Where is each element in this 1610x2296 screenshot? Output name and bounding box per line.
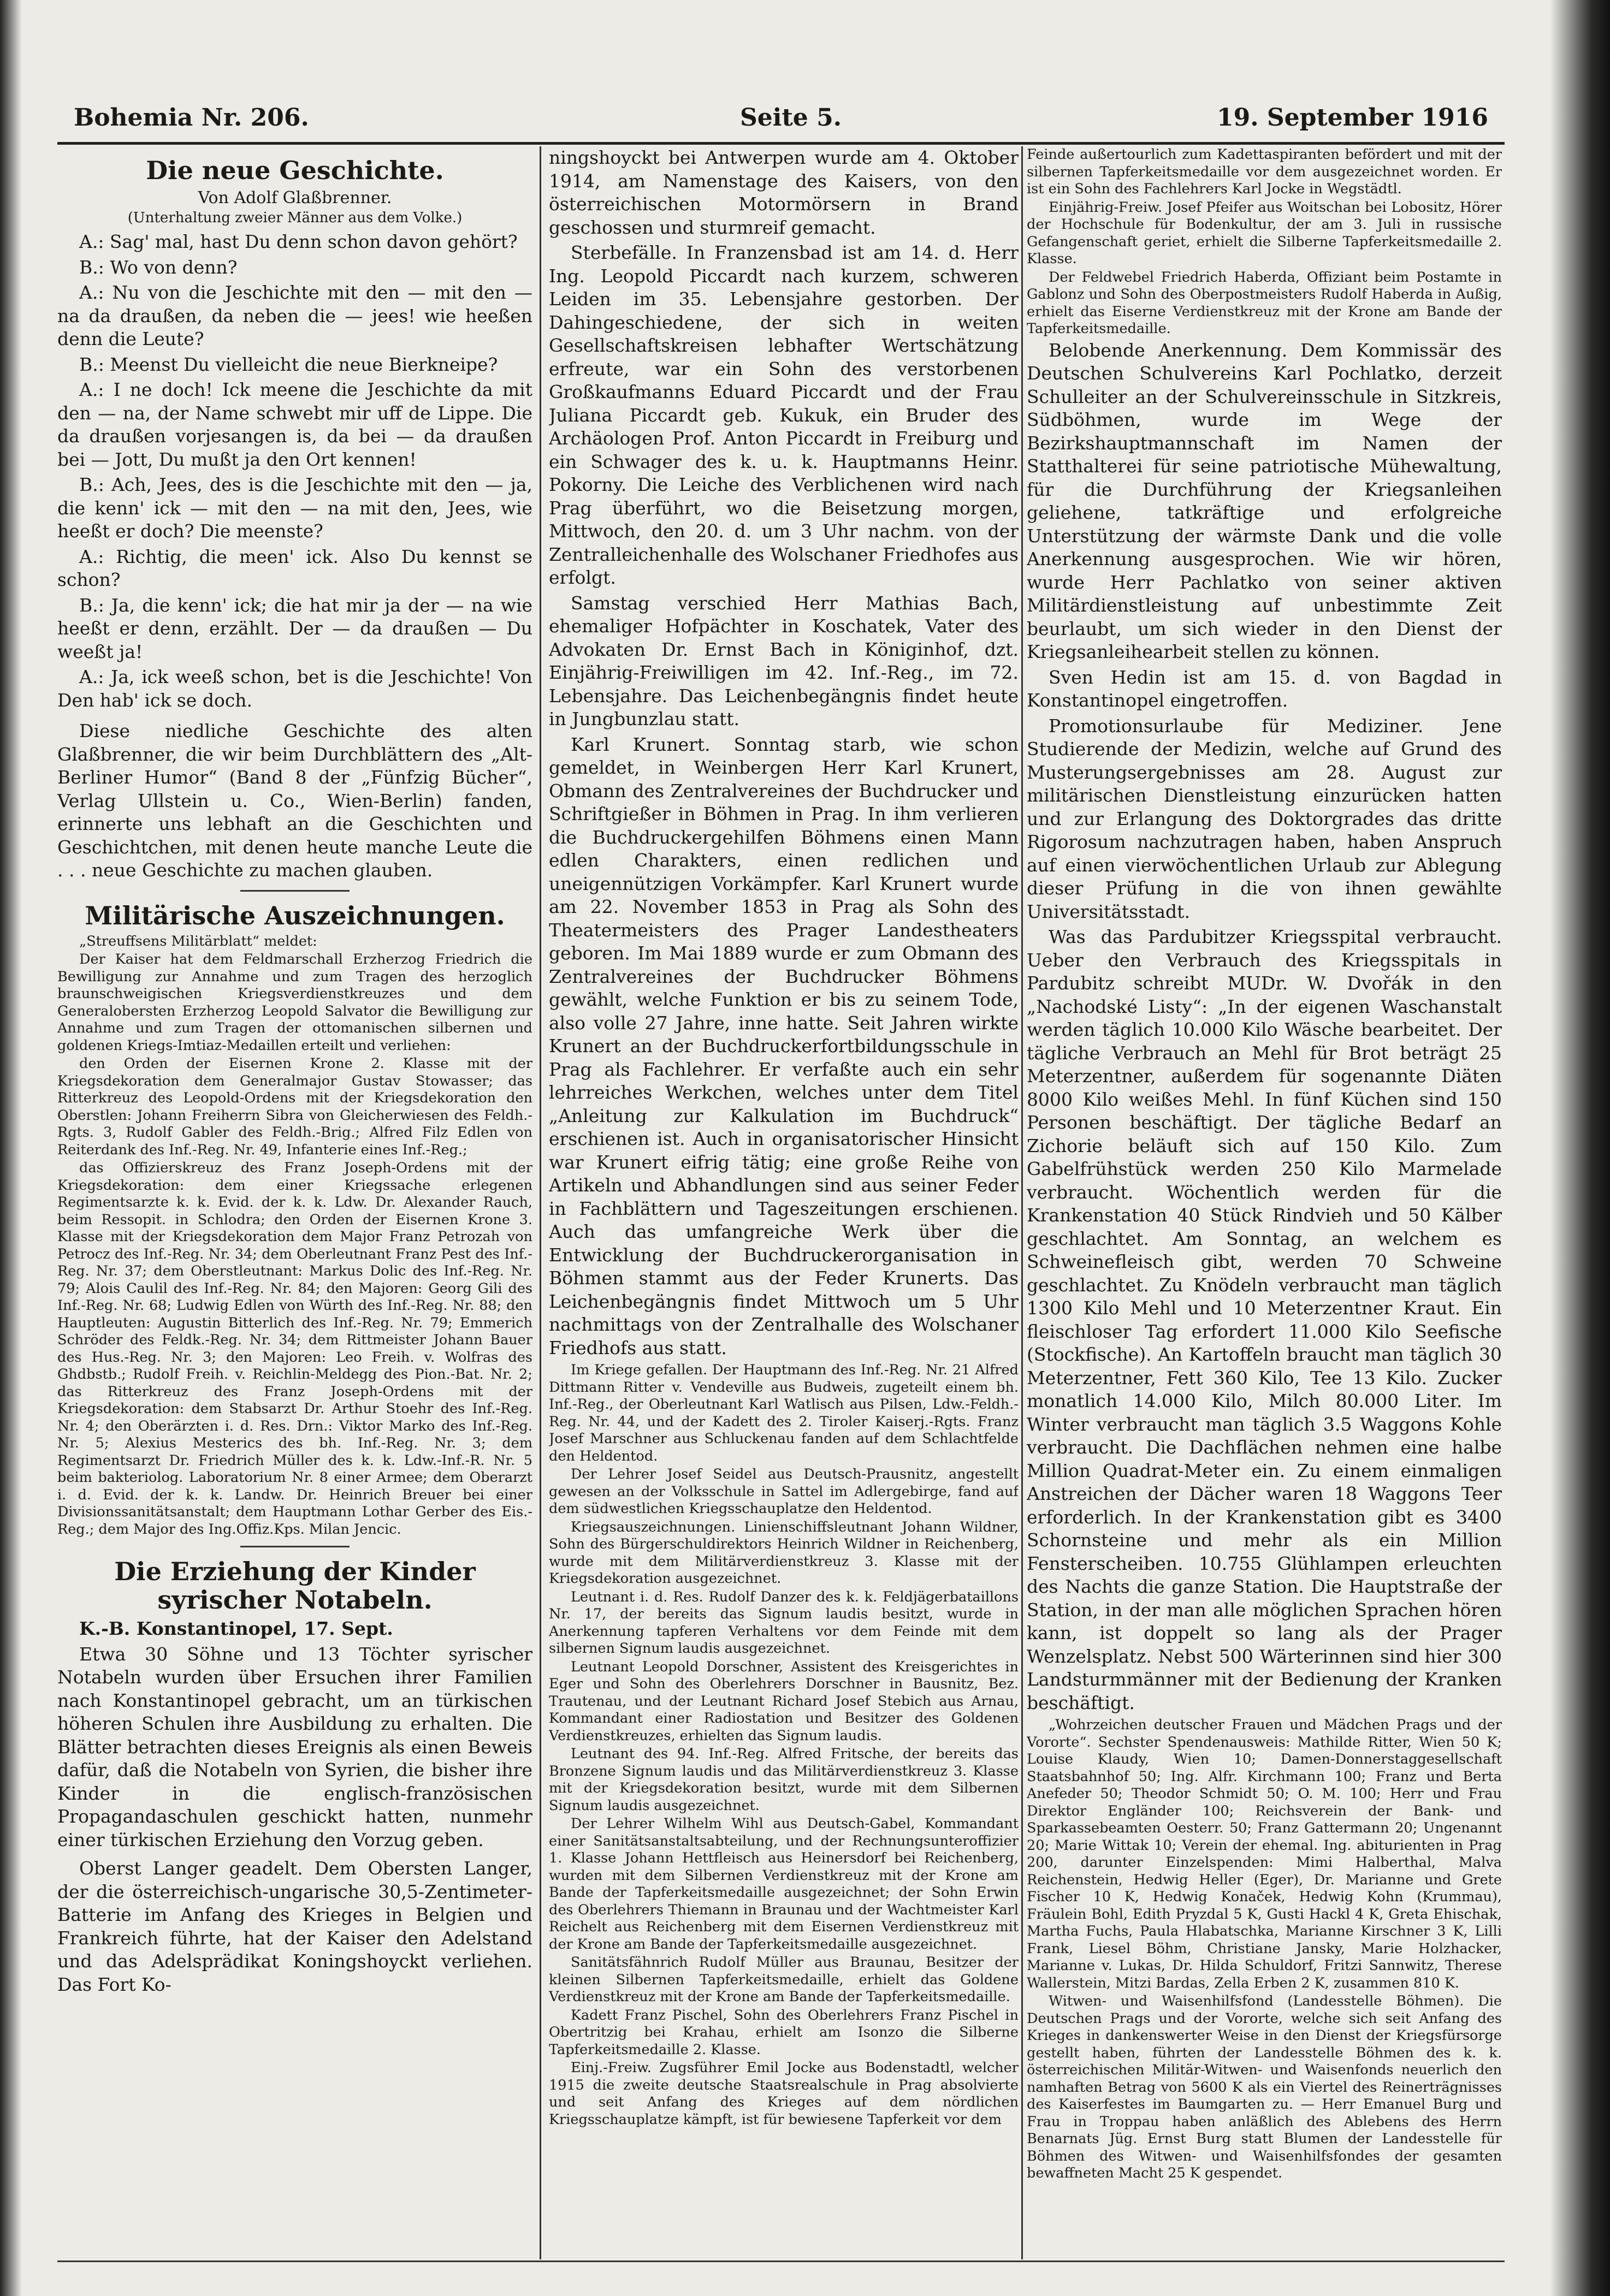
header-masthead: Bohemia Nr. 206. bbox=[74, 104, 309, 132]
paragraph: A.: Sag' mal, hast Du denn schon davon gehört? bbox=[79, 231, 518, 252]
paragraph: Der Kaiser hat dem Feldmarschall Erzherzog Friedrich die Bewilligung zur Annahme und zum Tragen des herzoglich braunschweigischen Kriegsverdienstkreuzes und dem Generalobersten Erzherzog Leopold Salvator die Bewilligung zur Annahme und zum Tragen der ottomanischen silbernen und goldenen Kriegs-Imtiaz-Medaillen erteilt und verliehen: bbox=[57, 951, 532, 1054]
paragraph: Einjährig-Freiw. Josef Pfeifer aus Woitschan bei Lobositz, Hörer der Hochschule für Bodenkultur, der am 3. Juli in russische Gefangenschaft geriet, erhielt die Silberne Tapferkeitsmedaille 2. Klasse. bbox=[1027, 199, 1502, 267]
paragraph: den Orden der Eisernen Krone 2. Klasse mit der Kriegsdekoration dem Generalmajor Gustav Stowasser; das Ritterkreuz des Leopold-Ordens mit der Kriegsdekoration den Oberstlen: Johann Freiherrn Sibra von Gleicherwiesen des Feldh.-Rgts. 3, Rudolf Gabler des Feldh.-Brig.; Alfred Filz Edlen von Reiterdank des Inf.-Reg. Nr. 49, Infanterie eines Inf.-Reg.; bbox=[57, 1055, 532, 1158]
paragraph: Sven Hedin ist am 15. d. von Bagdad in Konstantinopel eingetroffen. bbox=[1027, 666, 1502, 711]
scan-edge-right bbox=[1550, 0, 1610, 2296]
paragraph: Der Lehrer Josef Seidel aus Deutsch-Prausnitz, angestellt gewesen an der Volksschule in Sattel im Adlergebirge, fand auf dem südwestlichen Kriegsschauplatze den Heldentod. bbox=[549, 1466, 1019, 1517]
header-rule bbox=[57, 142, 1505, 145]
paragraph: „Streuffsens Militärblatt“ meldet: bbox=[79, 933, 317, 950]
paragraph: das Offizierskreuz des Franz Joseph-Ordens mit der Kriegsdekoration: dem einer Kriegssache erlegenen Regimentsarzte k. k. Evid. der k. k. Ldw. Dr. Alexander Rauch, beim Ressopit. in Schlodra; den Orden der Eisernen Krone 3. Klasse mit der Kriegsdekoration dem Major Franz Petrozah von Petrocz des Inf.-Reg. Nr. 34; dem Oberleutnant Franz Pest des Inf.-Reg. Nr. 37; dem Oberstleutnant: Markus Dolic des Inf.-Reg. Nr. 79; Alois Caulil des Inf.-Reg. Nr. 84; den Majoren: Georg Gili des Inf.-Reg. Nr. 68; Ludwig Edlen von Würth des Inf.-Reg. Nr. 88; den Hauptleuten: Augustin Bitterlich des Inf.-Reg. Nr. 79; Emmerich Schröder des Feldk.-Reg. Nr. 34; dem Rittmeister Johann Bauer des Hus.-Reg. Nr. 3; den Majoren: Leo Freih. v. Wolfras des Ghdbstb.; Rudolf Freih. v. Reichlin-Meldegg des Pion.-Bat. Nr. 2; das Ritterkreuz des Franz Joseph-Ordens mit der Kriegsdekoration: dem Stabsarzt Dr. Arthur Stoehr des Inf.-Reg. Nr. 4; den Oberärzten i. d. Res. Drn.: Viktor Marko des Inf.-Reg. Nr. 5; Alexius Mesterics des bh. Inf.-Reg. Nr. 3; dem Regimentsarzt Dr. Friedrich Müller des k. k. Ldw.-Inf.-R. Nr. 5 beim bakteriolog. Laboratorium Nr. 8 einer Armee; dem Oberarzt i. d. Evid. der k. k. Landw. Dr. Heinrich Breuer bei einer Divisionssanitätsanstalt; dem Hauptmann Lothar Gerber des Eis.-Reg.; dem Major des Ing.Offiz.Kps. Milan Jencic. bbox=[57, 1160, 532, 1538]
paragraph: Oberst Langer geadelt. Dem Obersten Langer, der die österreichisch-ungarische 30,5-Zentimeter-Batterie im Anfang des Krieges in Belgien und Frankreich führte, hat der Kaiser den Adelstand und das Adelsprädikat Koningshoyckt verliehen. Das Fort Ko- bbox=[57, 1858, 532, 1995]
paragraph: Kadett Franz Pischel, Sohn des Oberlehrers Franz Pischel in Obertritzig bei Krahau, erhielt am Isonzo die Silberne Tapferkeitsmedaille 2. Klasse. bbox=[549, 2007, 1019, 2058]
paragraph: A.: Richtig, die meen' ick. Also Du kennst se schon? bbox=[57, 545, 532, 590]
column-1 bbox=[57, 146, 532, 2259]
paragraph: A.: Nu von die Jeschichte mit den — mit den — na da draußen, da neben die — jees! wie heeßen denn die Leute? bbox=[57, 282, 532, 349]
scan-edge-left bbox=[0, 0, 22, 2296]
paragraph: Leutnant des 94. Inf.-Reg. Alfred Fritsche, der bereits das Bronzene Signum laudis und das Militärverdienstkreuz 3. Klasse mit der Kriegsdekoration besitzt, wurde mit dem Silbernen Signum laudis ausgezeichnet. bbox=[549, 1746, 1019, 1814]
column-3 bbox=[1027, 146, 1502, 2259]
paragraph: B.: Ach, Jees, des is die Jeschichte mit den — ja, die kenn' ick — mit den — na mit den, Jees, wie heeßt er doch? Die meenste? bbox=[57, 474, 532, 542]
column-rule-1 bbox=[540, 146, 541, 2259]
story-title: Die Erziehung der Kinder syrischer Notabeln. bbox=[114, 1557, 476, 1615]
footer-rule bbox=[57, 2261, 1505, 2262]
section-divider bbox=[240, 1546, 350, 1547]
paragraph: B.: Meenst Du vielleicht die neue Bierkneipe? bbox=[79, 353, 498, 375]
header-page-number: Seite 5. bbox=[740, 104, 842, 132]
paragraph: A.: I ne doch! Ick meene die Jeschichte da mit den — na, der Name schwebt mir uff de Lippe. Die da draußen vorjesangen is, da bei — da draußen bei — Jott, Du mußt ja den Ort kennen! bbox=[57, 379, 532, 470]
column-2 bbox=[549, 146, 1019, 2259]
story-byline: Von Adolf Glaßbrenner. bbox=[198, 188, 392, 207]
paragraph: Witwen- und Waisenhilfsfond (Landesstelle Böhmen). Die Deutschen Prags und der Vororte, welche sich seit Anfang des Krieges in dankenswerter Weise in den Dienst der Kriegsfürsorge gestellt haben, führten der Landesstelle Böhmen des k. k. österreichischen Militär-Witwen- und Waisenfonds neuerlich den namhaften Betrag von 5600 K als ein Viertel des Reinerträgnisses des Kaiserfestes im Baumgarten zu. — Herr Emanuel Burg und Frau in Troppau haben anläßlich des Ablebens des Herrn Benarnats Jüg. Ernst Burg statt Blumen der Landesstelle für Böhmen des Witwen- und Waisenhilfsfondes der gesamten bewaffneten Macht 25 K gespendet. bbox=[1027, 1993, 1502, 2181]
dateline: K.-B. Konstantinopel, 17. Sept. bbox=[79, 1618, 393, 1639]
paragraph: Feinde außertourlich zum Kadettaspiranten befördert und mit der silbernen Tapferkeitsmedaille vor dem ausgezeichnet worden. Er ist ein Sohn des Fachlehrers Karl Jocke in Wegstädtl. bbox=[1027, 146, 1502, 197]
story-title: Die neue Geschichte. bbox=[146, 156, 444, 185]
paragraph: Belobende Anerkennung. Dem Kommissär des Deutschen Schulvereins Karl Pochlatko, derzeit Schulleiter an der Schulvereinsschule in Sitzkreis, Südböhmen, wurde im Wege der Bezirkshauptmannschaft im Namen der Statthalterei für seine patriotische Mühewaltung, für die Durchführung der Kriegsanleihen geliehene, tatkräftige und erfolgreiche Unterstützung der wärmste Dank und die volle Anerkennung ausgesprochen. Wie wir hören, wurde Herr Pachlatko von seiner aktiven Militärdienstleistung auf unbestimmte Zeit beurlaubt, um sich wieder in den Dienst der Kriegsanleihearbeit stellen zu können. bbox=[1027, 339, 1502, 662]
column-rule-2 bbox=[1021, 146, 1023, 2259]
paragraph: Im Kriege gefallen. Der Hauptmann des Inf.-Reg. Nr. 21 Alfred Dittmann Ritter v. Vendeville aus Budweis, zugeteilt einem bh. Inf.-Reg., der Oberleutnant Karl Watlisch aus Pilsen, Ldw.-Feldh.-Reg. Nr. 44, und der Kadett des 2. Tiroler Kaiserj.-Rgts. Franz Josef Marschner aus Schluckenau fanden auf dem Schlachtfelde den Heldentod. bbox=[549, 1362, 1019, 1464]
story-title: Militärische Auszeichnungen. bbox=[85, 900, 505, 930]
paragraph: Leutnant i. d. Res. Rudolf Danzer des k. k. Feldjägerbataillons Nr. 17, der bereits das Signum laudis besitzt, wurde in Anerkennung tapferen Verhaltens vor dem Feinde mit dem silbernen Signum laudis ausgezeichnet. bbox=[549, 1588, 1019, 1657]
paragraph: B.: Ja, die kenn' ick; die hat mir ja der — na wie heeßt er denn, erzählt. Der — da draußen — Du weeßt ja! bbox=[57, 594, 532, 662]
page-header bbox=[74, 104, 1488, 147]
paragraph: Der Feldwebel Friedrich Haberda, Offiziant beim Postamte in Gablonz und Sohn des Oberpostmeisters Rudolf Haberda in Außig, erhielt das Eiserne Verdienstkreuz mit der Krone am Bande der Tapferkeitsmedaille. bbox=[1027, 269, 1502, 337]
paragraph: Der Lehrer Wilhelm Wihl aus Deutsch-Gabel, Kommandant einer Sanitätsanstaltsabteilung, und der Rechnungsunteroffizier 1. Klasse Johann Hettfleisch aus Heinersdorf bei Reichenberg, wurden mit dem Silbernen Verdienstkreuz mit der Krone am Bande der Tapferkeitsmedaille ausgezeichnet; der Sohn Erwin des Oberlehrers Thiemann in Braunau und der Wachtmeister Karl Reichelt aus Reichenberg mit dem Eisernen Verdienstkreuz mit der Krone am Bande der Tapferkeitsmedaille ausgezeichnet. bbox=[549, 1816, 1019, 1953]
paragraph: Karl Krunert. Sonntag starb, wie schon gemeldet, in Weinbergen Herr Karl Krunert, Obmann des Zentralvereines der Buchdrucker und Schriftgießer in Böhmen in Prag. In ihm verlieren die Buchdruckergehilfen Böhmens einen Mann edlen Charakters, einen redlichen und uneigennützigen Vorkämpfer. Karl Krunert wurde am 22. November 1853 in Prag als Sohn des Theatermeisters des Prager Landestheaters geboren. Im Mai 1889 wurde er zum Obmann des Zentralvereines der Buchdrucker Böhmens gewählt, welche Funktion er bis zu seinem Tode, also volle 27 Jahre, inne hatte. Seit Jahren wirkte Krunert an der Buchdruckerfortbildungsschule in Prag als Fachlehrer. Er verfaßte auch ein sehr lehrreiches Werkchen, welches unter dem Titel „Anleitung zur Kalkulation im Buchdruck“ erschienen ist. Auch in organisatorischer Hinsicht war Krunert eifrig tätig; eine große Reihe von Artikeln und Abhandlungen sind aus seiner Feder in Fachblättern und Tageszeitungen erschienen. Auch das umfangreiche Werk über die Entwicklung der Buchdruckerorganisation in Böhmen stammt aus der Feder Krunerts. Das Leichenbegängnis findet Mittwoch um 5 Uhr nachmittags von der Zentralhalle des Wolschaner Friedhofs aus statt. bbox=[549, 733, 1019, 1358]
paragraph: ningshoyckt bei Antwerpen wurde am 4. Oktober 1914, am Namenstage des Kaisers, von den österreichischen Motormörsern in Brand geschossen und sturmreif gemacht. bbox=[549, 147, 1019, 238]
paragraph: B.: Wo von denn? bbox=[79, 256, 238, 278]
paragraph: Etwa 30 Söhne und 13 Töchter syrischer Notabeln wurden über Ersuchen ihrer Familien nach Konstantinopel gebracht, um an türkischen höheren Schulen ihre Ausbildung zu erhalten. Die Blätter betrachten dieses Ereignis als einen Beweis dafür, daß die Notabeln von Syrien, die bisher ihre Kinder in die englisch-französischen Propagandaschulen geschickt hatten, nunmehr einer türkischen Erziehung den Vorzug geben. bbox=[57, 1643, 532, 1850]
header-date: 19. September 1916 bbox=[1217, 104, 1488, 132]
paragraph: „Wohrzeichen deutscher Frauen und Mädchen Prags und der Vororte“. Sechster Spendenausweis: Mathilde Ritter, Wien 50 K; Louise Klaudy, Wien 10; Damen-Donnerstaggesellschaft Staatsbahnhof 50; Ing. Alfr. Kirchmann 100; Franz und Berta Anefeder 50; Theodor Schmidt 50; O. M. 100; Herr und Frau Direktor Engländer 100; Reichsverein der Bank- und Sparkassebeamten Oesterr. 50; Franz Gattermann 20; Ungenannt 20; Marie Wittak 10; Verein der ehemal. Ing. abiturienten in Prag 200, darunter Einzelspenden: Mimi Halberthal, Malva Reichenstein, Hedwig Heller (Eger), Dr. Marianne und Grete Fischer 10 K, Hedwig Konaček, Hedwig Kohn (Krummau), Fräulein Bohl, Edith Pryzdal 5 K, Gusti Hackl 4 K, Greta Ehischak, Martha Fuchs, Paula Hlabatschka, Marianne Kirschner 3 K, Lilli Frank, Liesel Böhm, Christiane Jansky, Marie Holzhacker, Marianne v. Lukas, Dr. Hilda Schuldorf, Fritzi Sannwitz, Therese Wallerstein, Mitzi Bardas, Zella Erben 2 K, zusammen 810 K. bbox=[1027, 1717, 1502, 1991]
paragraph: Leutnant Leopold Dorschner, Assistent des Kreisgerichtes in Eger und Sohn des Oberlehrers Dorschner in Bausnitz, Bez. Trautenau, und der Leutnant Richard Josef Stebich aus Arnau, Kommandant einer Radiostation und Besitzer des Goldenen Verdienstkreuzes, erhielten das Signum laudis. bbox=[549, 1658, 1019, 1744]
paragraph: Samstag verschied Herr Mathias Bach, ehemaliger Hofpächter in Koschatek, Vater des Advokaten Dr. Ernst Bach in Königinhof, dzt. Einjährig-Freiwilligen im 42. Inf.-Reg., im 72. Lebensjahre. Das Leichenbegängnis findet heute in Jungbunzlau statt. bbox=[549, 592, 1019, 729]
paragraph: Sanitätsfähnrich Rudolf Müller aus Braunau, Besitzer der kleinen Silbernen Tapferkeitsmedaille, erhielt das Goldene Verdienstkreuz mit der Krone am Bande der Tapferkeitsmedaille. bbox=[549, 1954, 1019, 2005]
paragraph: Sterbefälle. In Franzensbad ist am 14. d. Herr Ing. Leopold Piccardt nach kurzem, schweren Leiden im 35. Lebensjahre gestorben. Der Dahingeschiedene, der sich in weiten Gesellschaftskreisen lebhafter Wertschätzung erfreute, war ein Sohn des verstorbenen Großkaufmanns Eduard Piccardt und der Frau Juliana Piccardt geb. Kukuk, ein Bruder des Archäologen Prof. Anton Piccardt in Freiburg und ein Schwager des k. u. k. Hauptmanns Heinr. Pokorny. Die Leiche des Verblichenen wird nach Prag überführt, wo die Beisetzung morgen, Mittwoch, den 20. d. um 3 Uhr nachm. von der Zentralleichenhalle des Wolschaner Friedhofes aus erfolgt. bbox=[549, 242, 1019, 588]
section-divider bbox=[240, 890, 350, 892]
paragraph: Kriegsauszeichnungen. Linienschiffsleutnant Johann Wildner, Sohn des Bürgerschuldirektors Heinrich Wildner in Reichenberg, wurde mit dem Militärverdienstkreuz 3. Klasse mit der Kriegsdekoration ausgezeichnet. bbox=[549, 1518, 1019, 1587]
paragraph: A.: Ja, ick weeß schon, bet is die Jeschichte! Von Den hab' ick se doch. bbox=[57, 666, 532, 711]
paragraph: Promotionsurlaube für Mediziner. Jene Studierende der Medizin, welche auf Grund des Musterungsergebnisses am 28. August zur militärischen Dienstleistung einzurücken hatten und zur Erlangung des Doktorgrades das dritte Rigorosum nachzutragen haben, haben Anspruch auf einen vierwöchentlichen Urlaub zur Ablegung dieser Prüfung in die von ihnen gewählte Universitätsstadt. bbox=[1027, 715, 1502, 922]
paragraph: Einj.-Freiw. Zugsführer Emil Jocke aus Bodenstadtl, welcher 1915 die zweite deutsche Staatsrealschule in Prag absolvierte und seit Anfang des Krieges auf dem nördlichen Kriegsschauplatze kämpft, ist für bewiesene Tapferkeit vor dem bbox=[549, 2060, 1019, 2128]
paragraph: Was das Pardubitzer Kriegsspital verbraucht. Ueber den Verbrauch des Kriegsspitals in Pardubitz schreibt MUDr. W. Dvořák in den „Nachodské Listy“: „In der eigenen Waschanstalt werden täglich 10.000 Kilo Wäsche bearbeitet. Der tägliche Verbrauch an Mehl für Brot beträgt 25 Meterzentner, außerdem für sogenannte Diäten 8000 Kilo weißes Mehl. In fünf Küchen sind 150 Personen beschäftigt. Der tägliche Bedarf an Zichorie beläuft sich auf 150 Kilo. Zum Gabelfrühstück werden 250 Kilo Marmelade verbraucht. Wöchentlich werden für die Krankenstation 40 Stück Rindvieh und 50 Kälber geschlachtet. Am Sonntag, an welchem es Schweinefleisch gibt, werden 70 Schweine geschlachtet. Zu Knödeln verbraucht man täglich 1300 Kilo Mehl und 10 Meterzentner Kraut. Ein fleischloser Tag erfordert 11.000 Kilo Seefische (Stockfische). An Kartoffeln braucht man täglich 30 Meterzentner, Fett 360 Kilo, Tee 13 Kilo. Zucker monatlich 14.000 Kilo, Milch 80.000 Liter. Im Winter verbraucht man täglich 3.5 Waggons Kohle verbraucht. Die Dachflächen nehmen eine halbe Million Quadrat-Meter ein. Zu einem einmaligen Anstreichen der Dächer waren 18 Waggons Teer erforderlich. In der Krankenstation gibt es 3400 Schornsteine und mehr als ein Million Fensterscheiben. 10.755 Glühlampen erleuchten des Nachts die ganze Station. Die Hauptstraße der Station, in der man alle möglichen Sprachen hören kann, ist doppelt so lang als der Prager Wenzelsplatz. Nebst 500 Wärterinnen sind hier 300 Landsturmmänner mit der Bedienung der Kranken beschäftigt. bbox=[1027, 926, 1502, 1713]
story-subline: (Unterhaltung zweier Männer aus dem Volke.) bbox=[127, 210, 463, 226]
paragraph: Diese niedliche Geschichte des alten Glaßbrenner, die wir beim Durchblättern des „Alt-Berliner Humor“ (Band 8 der „Fünfzig Bücher“, Verlag Ullstein u. Co., Wien-Berlin) fanden, erinnerte uns lebhaft an die Geschichten und Geschichtchen, mit denen heute manche Leute die . . . neue Geschichte zu machen glauben. bbox=[57, 720, 532, 881]
